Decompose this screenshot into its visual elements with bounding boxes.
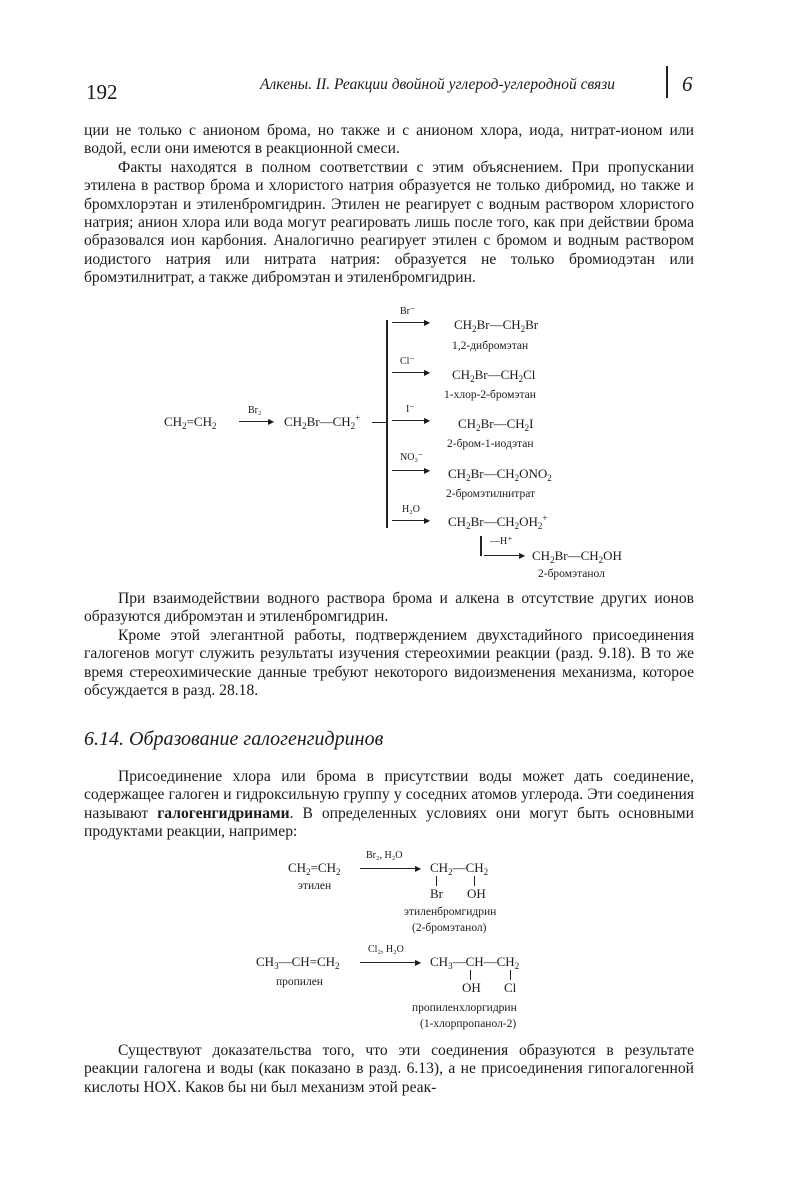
branch-arrow-5-head: ▶ [424, 516, 431, 525]
chlorohydrin-chain: $CH_3—CH—CH_2$ [430, 954, 520, 971]
paragraph-1: ции не только с анионом брома, но также и с анионом хлора, иода, нитрат-ионом или водой, если они имеются в реакционной смеси. [84, 122, 694, 158]
paragraph-3: При взаимодействии водного раствора брома и алкена в отсутствие других ионов образуются дибромэтан и этиленбромгидрин. [84, 590, 694, 626]
term-halohydrins: галогенгидринами [157, 804, 290, 822]
page-number: 192 [86, 80, 118, 104]
deprotonation-arrow [484, 555, 522, 556]
reagents-2: Cl₂, H₂O [368, 944, 404, 955]
reaction-scheme-2 [0, 846, 790, 1036]
arrow-scheme2-2-head: ▶ [415, 958, 422, 967]
arrow-scheme2-1-head: ▶ [415, 864, 422, 873]
alt-name-bromohydrin: (2-бромэтанол) [412, 922, 487, 934]
paragraph-4: Кроме этой элегантной работы, подтверждением двухстадийного присоединения галогенов могут служить результаты изучения стереохимии реакции (разд. 9.18). В то же время стереохимические данные требуют некоторого видоизменения механизма, которое обсуждается в разд. 28.18. [84, 626, 694, 700]
arrow-scheme2-2 [360, 962, 418, 963]
arrow-1 [239, 421, 271, 422]
substituent-br: Br [430, 886, 443, 901]
product-oxonium: $CH_2Br—CH_2OH_2^+$ [448, 513, 548, 531]
name-propylene: пропилен [276, 976, 323, 988]
branch-arrow-3 [392, 420, 426, 421]
header-divider [666, 66, 668, 98]
branch-arrow-1-head: ▶ [424, 318, 431, 327]
branch-arrow-1 [392, 322, 426, 323]
bond-c2-oh-2 [470, 970, 471, 980]
name-bromohydrin: этиленбромгидрин [404, 906, 497, 918]
name-chlorohydrin: пропиленхлоргидрин [412, 1002, 517, 1014]
paragraph-5-start: Присоединение хлора или брома в присутствии воды может дать соединение, содержащее галоген и гидроксильную группу у соседних атомов углерода. Эти соединения называют [84, 768, 694, 822]
paragraph-2: Факты находятся в полном соответствии с этим объяснением. При пропускании этилена в раствор брома и хлористого натрия образуется не только дибромид, но также и бромхлорэтан и этиленбромгидрин. Этилен не реагирует с водным раствором хлористого натрия; анион хлора или вода могут реагировать лишь после того, как при действии брома образовался ион карбония. Аналогично реагирует этилен с бромом и водным раствором иодистого натрия или нитрата натрия: образуется не только бромиодэтан или бромэтилнитрат, а также дибромэтан и этиленбромгидрин. [84, 158, 694, 287]
product-bromoiodoethane: $CH_2Br—CH_2I$ [458, 416, 534, 433]
text-block-middle [84, 590, 694, 700]
nucleophile-no3: NO₃⁻ [400, 452, 424, 463]
reagent-br2: Br₂ [248, 405, 262, 416]
running-title: Алкены. II. Реакции двойной углерод-углеродной связи [260, 76, 616, 93]
substituent-oh-2: OH [462, 980, 481, 995]
nucleophile-i: I⁻ [406, 404, 415, 415]
bond-c1-br [436, 876, 437, 886]
text-block-top [84, 122, 694, 288]
branch-arrow-5 [392, 520, 426, 521]
nucleophile-cl: Cl⁻ [400, 356, 415, 367]
product-dibromoethane: $CH_2Br—CH_2Br$ [454, 317, 539, 334]
reaction-scheme-1 [0, 300, 790, 590]
section-heading: 6.14. Образование галогенгидринов [84, 728, 384, 750]
deprotonation-arrow-head: ▶ [519, 551, 526, 560]
branch-arrow-4-head: ▶ [424, 466, 431, 475]
product-bromoethanol: $CH_2Br—CH_2OH$ [532, 548, 622, 565]
branch-arrow-3-head: ▶ [424, 416, 431, 425]
branch-arrow-2-head: ▶ [424, 368, 431, 377]
nucleophile-h2o: H₂O [402, 504, 420, 515]
ethylene-formula-2: $CH_2=CH_2$ [288, 860, 341, 877]
alt-name-chlorohydrin: (1-хлорпропанол-2) [420, 1018, 517, 1030]
bromohydrin-chain: $CH_2—CH_2$ [430, 860, 489, 877]
arrow-1-head: ▶ [268, 417, 275, 426]
substituent-oh-1: OH [467, 886, 486, 901]
product-bromoethylnitrate: $CH_2Br—CH_2ONO_2$ [448, 466, 552, 483]
substituent-cl: Cl [504, 980, 517, 995]
branch-connector [372, 422, 386, 423]
deprotonation-label: —H⁺ [490, 536, 513, 547]
product-chlorobromoethane: $CH_2Br—CH_2Cl$ [452, 367, 536, 384]
nucleophile-br: Br⁻ [400, 306, 416, 317]
paragraph-6: Существуют доказательства того, что эти соединения образуются в результате реакции галогена и воды (как показано в разд. 6.13), а не присоединения гипогалогенной кислоты HOX. Каков бы ни был механизм этой реак- [84, 1042, 694, 1096]
name-ethylene: этилен [298, 880, 332, 892]
name-chlorobromoethane: 1-хлор-2-бромэтан [444, 389, 536, 401]
propylene-formula: $CH_3—CH=CH_2$ [256, 954, 340, 971]
carbocation-formula: $CH_2Br—CH_2^+$ [284, 413, 361, 431]
arrow-scheme2-1 [360, 868, 418, 869]
deprotonation-bracket [480, 536, 482, 556]
bond-c1-cl [510, 970, 511, 980]
text-block-bottom [84, 1042, 694, 1097]
ethylene-formula: $CH_2=CH_2$ [164, 414, 217, 431]
reagents-1: Br₂, H₂O [366, 850, 403, 861]
name-bromoethanol: 2-бромэтанол [538, 568, 605, 580]
branch-arrow-4 [392, 470, 426, 471]
bond-c2-oh [474, 876, 475, 886]
name-bromoiodoethane: 2-бром-1-иодэтан [447, 438, 534, 450]
name-bromoethylnitrate: 2-бромэтилнитрат [446, 488, 536, 500]
paragraph-5 [84, 768, 694, 842]
text-block-section [84, 768, 694, 842]
branch-arrow-2 [392, 372, 426, 373]
branch-bracket [386, 320, 388, 528]
name-dibromoethane: 1,2-дибромэтан [452, 340, 529, 352]
paragraph-5-end: . В определенных условиях они могут быть основными продуктами реакции, например: [84, 804, 694, 841]
chapter-number: 6 [682, 72, 693, 96]
